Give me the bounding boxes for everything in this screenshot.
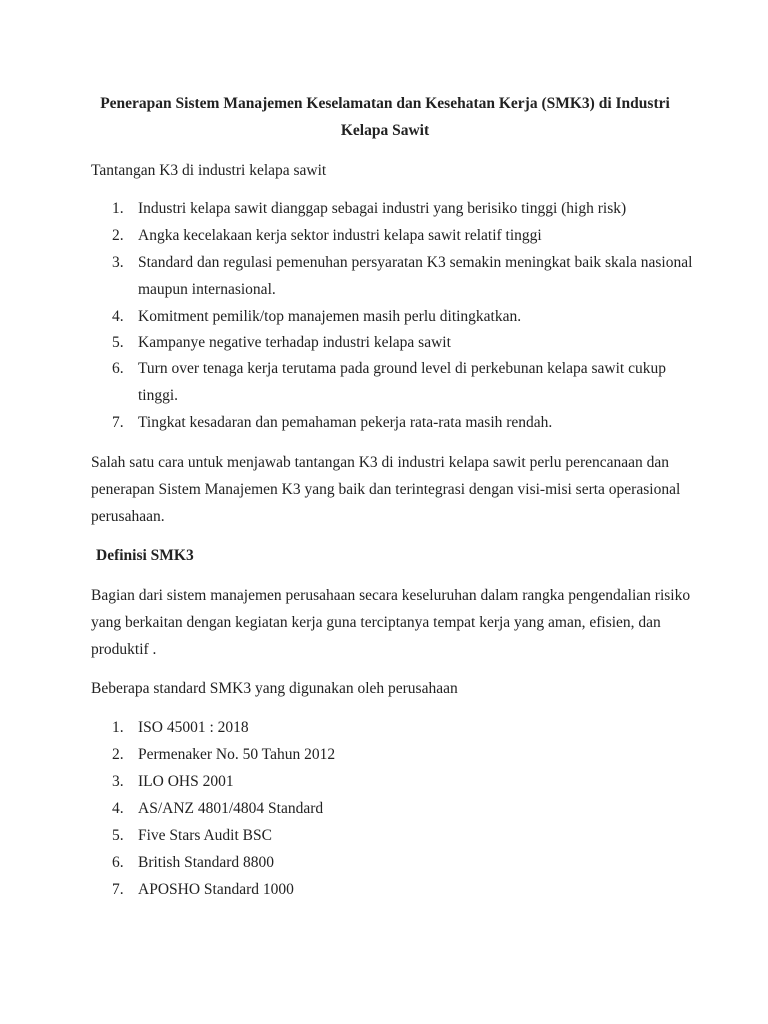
list-item-line: Angka kecelakaan kerja sektor industri kelapa sawit relatif tinggi — [138, 227, 542, 244]
document-title — [90, 90, 680, 144]
list-item-line: Turn over tenaga kerja terutama pada ground level di perkebunan kelapa sawit cukup — [138, 360, 666, 377]
standards-intro-paragraph — [91, 675, 691, 702]
list-item-text: Permenaker No. 50 Tahun 2012 — [138, 746, 336, 763]
paragraph-line: yang berkaitan dengan kegiatan kerja guna terciptanya tempat kerja yang aman, efisien, dan — [91, 614, 661, 631]
list-item-text — [138, 355, 666, 409]
intro-text: Tantangan K3 di industri kelapa sawit — [91, 162, 327, 179]
title-line-2: Kelapa Sawit — [340, 122, 430, 139]
list-item-text — [138, 329, 451, 356]
paragraph-line: Bagian dari sistem manajemen perusahaan secara keseluruhan dalam rangka pengendalian risiko — [91, 587, 691, 604]
title-line-1: Penerapan Sistem Manajemen Keselamatan dan Kesehatan Kerja (SMK3) di Industri — [100, 95, 670, 112]
list-item-line: Industri kelapa sawit dianggap sebagai industri yang berisiko tinggi (high risk) — [138, 200, 627, 217]
list-item-line: Tingkat kesadaran dan pemahaman pekerja rata-rata masih rendah. — [138, 414, 553, 431]
list-item-line: Komitment pemilik/top manajemen masih perlu ditingkatkan. — [138, 308, 522, 325]
list-item-number: 4. — [112, 800, 124, 817]
list-item-number: 1. — [112, 719, 124, 736]
paragraph-line: perusahaan. — [91, 508, 165, 525]
list-item-number: 6. — [112, 360, 124, 377]
definition-paragraph — [91, 582, 691, 663]
list-item-text — [138, 195, 626, 222]
list-item-number: 6. — [112, 854, 124, 871]
list-item-number: 5. — [112, 334, 124, 351]
paragraph-line: produktif . — [91, 641, 157, 658]
list-item-number: 3. — [112, 254, 124, 271]
list-item-line: Kampanye negative terhadap industri kelapa sawit — [138, 334, 451, 351]
paragraph-line: penerapan Sistem Manajemen K3 yang baik dan terintegrasi dengan visi-misi serta operasional — [91, 481, 681, 498]
list-item-text — [138, 249, 692, 303]
list-item-line: Standard dan regulasi pemenuhan persyaratan K3 semakin meningkat baik skala nasional — [138, 254, 693, 271]
list-item-number: 4. — [112, 308, 124, 325]
list-item-text: ILO OHS 2001 — [138, 773, 234, 790]
list-item-number: 2. — [112, 227, 124, 244]
list-item-text: British Standard 8800 — [138, 854, 275, 871]
list-item-text: ISO 45001 : 2018 — [138, 719, 249, 736]
list-item-number: 5. — [112, 827, 124, 844]
list-item-number: 1. — [112, 200, 124, 217]
list-item-text — [138, 222, 542, 249]
list-item-number: 2. — [112, 746, 124, 763]
list-item-text: APOSHO Standard 1000 — [138, 881, 294, 898]
list-item-line: maupun internasional. — [138, 281, 276, 298]
answer-paragraph — [91, 449, 691, 530]
list-item-text — [138, 303, 521, 330]
list-item-number: 7. — [112, 414, 124, 431]
list-item-line: tinggi. — [138, 387, 179, 404]
list-item-number: 3. — [112, 773, 124, 790]
standards-intro-text: Beberapa standard SMK3 yang digunakan oleh perusahaan — [91, 680, 458, 697]
list-item-number: 7. — [112, 881, 124, 898]
list-item-text — [138, 409, 552, 436]
paragraph-line: Salah satu cara untuk menjawab tantangan K3 di industri kelapa sawit perlu perencanaan dan — [91, 454, 670, 471]
intro-paragraph — [91, 157, 691, 184]
list-item-text: Five Stars Audit BSC — [138, 827, 272, 844]
section-heading: Definisi SMK3 — [96, 547, 194, 564]
list-item-text: AS/ANZ 4801/4804 Standard — [138, 800, 324, 817]
